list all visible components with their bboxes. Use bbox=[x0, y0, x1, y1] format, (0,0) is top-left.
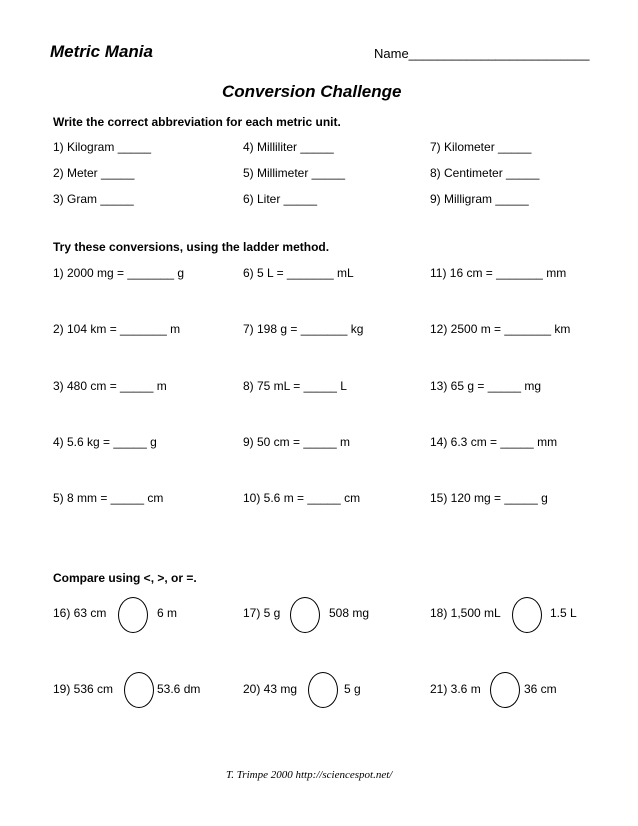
compare-right-value: 36 cm bbox=[524, 682, 557, 696]
conversion-item: 14) 6.3 cm = _____ mm bbox=[430, 435, 558, 449]
compare-left-value: 19) 536 cm bbox=[53, 682, 114, 696]
abbreviation-item: 2) Meter _____ bbox=[53, 166, 135, 180]
compare-answer-circle[interactable] bbox=[490, 672, 520, 708]
abbreviation-item: 7) Kilometer _____ bbox=[430, 140, 532, 154]
compare-left-value: 16) 63 cm bbox=[53, 606, 107, 620]
conversion-item: 12) 2500 m = _______ km bbox=[430, 322, 571, 336]
conversion-item: 11) 16 cm = _______ mm bbox=[430, 266, 567, 280]
conversion-item: 10) 5.6 m = _____ cm bbox=[243, 491, 361, 505]
conversion-item: 2) 104 km = _______ m bbox=[53, 322, 181, 336]
conversion-item: 7) 198 g = _______ kg bbox=[243, 322, 364, 336]
abbreviation-item: 5) Millimeter _____ bbox=[243, 166, 346, 180]
compare-answer-circle[interactable] bbox=[512, 597, 542, 633]
compare-right-value: 53.6 dm bbox=[157, 682, 201, 696]
footer-credit: T. Trimpe 2000 http://sciencespot.net/ bbox=[226, 769, 393, 781]
conversion-item: 1) 2000 mg = _______ g bbox=[53, 266, 185, 280]
compare-answer-circle[interactable] bbox=[118, 597, 148, 633]
compare-left-value: 20) 43 mg bbox=[243, 682, 298, 696]
conversion-item: 8) 75 mL = _____ L bbox=[243, 379, 347, 393]
worksheet-subtitle: Conversion Challenge bbox=[222, 82, 402, 101]
compare-left-value: 18) 1,500 mL bbox=[430, 606, 501, 620]
abbreviation-item: 9) Milligram _____ bbox=[430, 192, 529, 206]
compare-right-value: 508 mg bbox=[329, 606, 370, 620]
compare-answer-circle[interactable] bbox=[308, 672, 338, 708]
conversion-item: 6) 5 L = _______ mL bbox=[243, 266, 354, 280]
name-field-label: Name_________________________ bbox=[374, 46, 590, 61]
conversion-item: 15) 120 mg = _____ g bbox=[430, 491, 548, 505]
conversion-item: 4) 5.6 kg = _____ g bbox=[53, 435, 157, 449]
conversion-item: 13) 65 g = _____ mg bbox=[430, 379, 542, 393]
compare-answer-circle[interactable] bbox=[124, 672, 154, 708]
conversion-item: 5) 8 mm = _____ cm bbox=[53, 491, 164, 505]
compare-left-value: 17) 5 g bbox=[243, 606, 281, 620]
compare-right-value: 1.5 L bbox=[550, 606, 577, 620]
conversion-item: 9) 50 cm = _____ m bbox=[243, 435, 351, 449]
compare-instruction: Compare using <, >, or =. bbox=[53, 571, 197, 585]
worksheet-title: Metric Mania bbox=[50, 42, 153, 61]
abbreviation-item: 4) Milliliter _____ bbox=[243, 140, 334, 154]
compare-right-value: 5 g bbox=[344, 682, 361, 696]
compare-left-value: 21) 3.6 m bbox=[430, 682, 481, 696]
conversion-instruction: Try these conversions, using the ladder method. bbox=[53, 240, 330, 254]
abbreviation-item: 1) Kilogram _____ bbox=[53, 140, 152, 154]
abbreviation-item: 3) Gram _____ bbox=[53, 192, 134, 206]
abbreviation-item: 6) Liter _____ bbox=[243, 192, 318, 206]
conversion-item: 3) 480 cm = _____ m bbox=[53, 379, 167, 393]
abbreviation-item: 8) Centimeter _____ bbox=[430, 166, 540, 180]
compare-right-value: 6 m bbox=[157, 606, 178, 620]
compare-answer-circle[interactable] bbox=[290, 597, 320, 633]
abbreviation-instruction: Write the correct abbreviation for each metric unit. bbox=[53, 115, 341, 129]
